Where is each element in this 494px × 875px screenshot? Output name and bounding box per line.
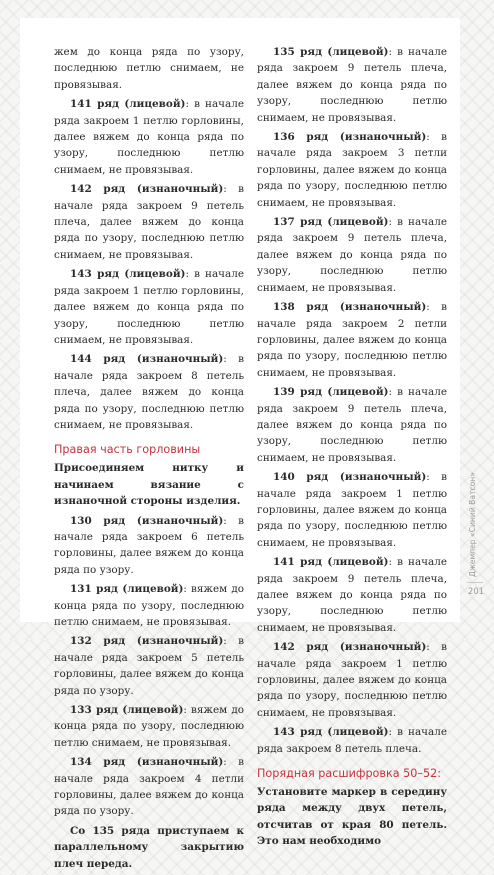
row-text: : в начале ряда закроем 9 петель плеча, далее вяжем до конца ряда по узору, последнюю петлю снимаем, не провязывая. — [257, 46, 447, 124]
row-text: : в начале ряда закроем 6 петель горловины, далее вяжем до конца ряда по узору. — [54, 514, 245, 576]
row-131 — [54, 581, 244, 630]
right-column — [257, 44, 447, 853]
row-143-left — [54, 266, 244, 348]
row-label: 138 ряд (изнаночный) — [273, 301, 427, 314]
row-133 — [54, 702, 244, 751]
row-label: 141 ряд (лицевой) — [273, 556, 389, 569]
row-label: 142 ряд (изнаночный) — [273, 641, 427, 654]
left-column — [54, 44, 244, 875]
row-label: 136 ряд (изнаночный) — [273, 131, 427, 144]
row-label: 141 ряд (лицевой) — [70, 98, 186, 111]
row-text: : в начале ряда закроем 8 петель плеча. — [257, 726, 447, 755]
row-text: : в начале ряда закроем 9 петель плеча, далее вяжем до конца ряда по узору, последнюю петлю снимаем, не провязывая. — [257, 216, 447, 294]
row-label: 144 ряд (изнаночный) — [70, 353, 224, 366]
row-label: 139 ряд (лицевой) — [273, 386, 389, 399]
row-text: : в начале ряда закроем 9 петель плеча, далее вяжем до конца ряда по узору, последнюю петлю снимаем, не провязывая. — [54, 183, 245, 261]
row-text: : в начале ряда закроем 9 петель плеча, далее вяжем до конца ряда по узору, последнюю петлю снимаем, не провязывая. — [257, 386, 447, 464]
row-label: 140 ряд (изнаночный) — [273, 471, 427, 484]
row-139 — [257, 384, 447, 466]
row-144-left — [54, 351, 244, 433]
row-text: : в начале ряда закроем 4 петли горловины, далее вяжем до конца ряда по узору. — [54, 756, 245, 818]
running-title: Джемпер «Синий Ватсон» — [468, 472, 477, 578]
row-text: : в начале ряда закроем 2 петли горловины, далее вяжем до конца ряда по узору, последнюю петлю снимаем, не провязывая. — [257, 301, 448, 379]
row-143-right — [257, 724, 447, 757]
row-140 — [257, 469, 447, 551]
row-text: : в начале ряда закроем 9 петель плеча, далее вяжем до конца ряда по узору, последнюю петлю снимаем, не провязывая. — [257, 556, 447, 634]
lead-paragraph: Присоединяем нитку и начинаем вязание с изнаночной стороны изделия. — [54, 462, 244, 508]
row-141-left — [54, 96, 244, 178]
row-132 — [54, 633, 244, 699]
row-text: : в начале ряда закроем 1 петлю горловины, далее вяжем до конца ряда по узору, последнюю петлю снимаем, не провязывая. — [257, 471, 448, 549]
row-138 — [257, 299, 447, 381]
page-sheet — [20, 18, 460, 870]
paragraph-intro: жем до конца ряда по узору, последнюю петлю снимаем, не провязывая. — [54, 46, 244, 91]
row-label: 143 ряд (лицевой) — [273, 726, 389, 739]
row-135 — [257, 44, 447, 126]
section-heading-right-neckline: Правая часть горловины — [54, 443, 201, 457]
row-label: 130 ряд (изнаночный) — [70, 514, 224, 527]
row-text: : вяжем до конца ряда по узору, последнюю петлю снимаем, не провязывая. — [54, 583, 244, 628]
row-136 — [257, 129, 447, 211]
row-label: 142 ряд (изнаночный) — [70, 183, 224, 196]
row-text: : в начале ряда закроем 1 петлю горловины, далее вяжем до конца ряда по узору, последнюю петлю снимаем, не провязывая. — [257, 641, 448, 719]
row-label: 132 ряд (изнаночный) — [70, 635, 224, 648]
row-label: 135 ряд (лицевой) — [273, 46, 389, 58]
row-141-right — [257, 554, 447, 636]
row-text: : в начале ряда закроем 1 петлю горловины, далее вяжем до конца ряда по узору, последнюю петлю снимаем, не провязывая. — [54, 268, 244, 346]
lead-paragraph-marker: Установите маркер в середину ряда между двух петель, отсчитав от края 80 петель. Это нам необходимо — [257, 786, 447, 848]
closing-paragraph: Со 135 ряда приступаем к параллельному закрытию плеч переда. — [54, 824, 244, 870]
row-142-left — [54, 181, 244, 263]
row-label: 134 ряд (изнаночный) — [70, 756, 224, 769]
row-label: 133 ряд (лицевой) — [70, 704, 184, 717]
section-heading-decoding: Порядная расшифровка 50–52: — [257, 767, 442, 781]
divider — [467, 582, 483, 583]
row-142-right — [257, 639, 447, 721]
row-text: : в начале ряда закроем 3 петли горловины, далее вяжем до конца ряда по узору, последнюю петлю снимаем, не провязывая. — [257, 131, 448, 209]
row-text: : в начале ряда закроем 1 петлю горловины, далее вяжем до конца ряда по узору, последнюю петлю снимаем, не провязывая. — [54, 98, 244, 176]
row-137 — [257, 214, 447, 296]
row-134 — [54, 754, 244, 820]
row-label: 143 ряд (лицевой) — [70, 268, 186, 281]
row-label: 137 ряд (лицевой) — [273, 216, 389, 229]
row-text: : в начале ряда закроем 8 петель плеча, далее вяжем до конца ряда по узору, последнюю петлю снимаем, не провязывая. — [54, 353, 245, 431]
page-number: 201 — [468, 586, 484, 596]
row-text: : вяжем до конца ряда по узору, последнюю петлю снимаем, не провязывая. — [54, 704, 244, 749]
row-130 — [54, 513, 244, 579]
row-label: 131 ряд (лицевой) — [70, 583, 184, 596]
row-text: : в начале ряда закроем 5 петель горловины, далее вяжем до конца ряда по узору. — [54, 635, 245, 697]
